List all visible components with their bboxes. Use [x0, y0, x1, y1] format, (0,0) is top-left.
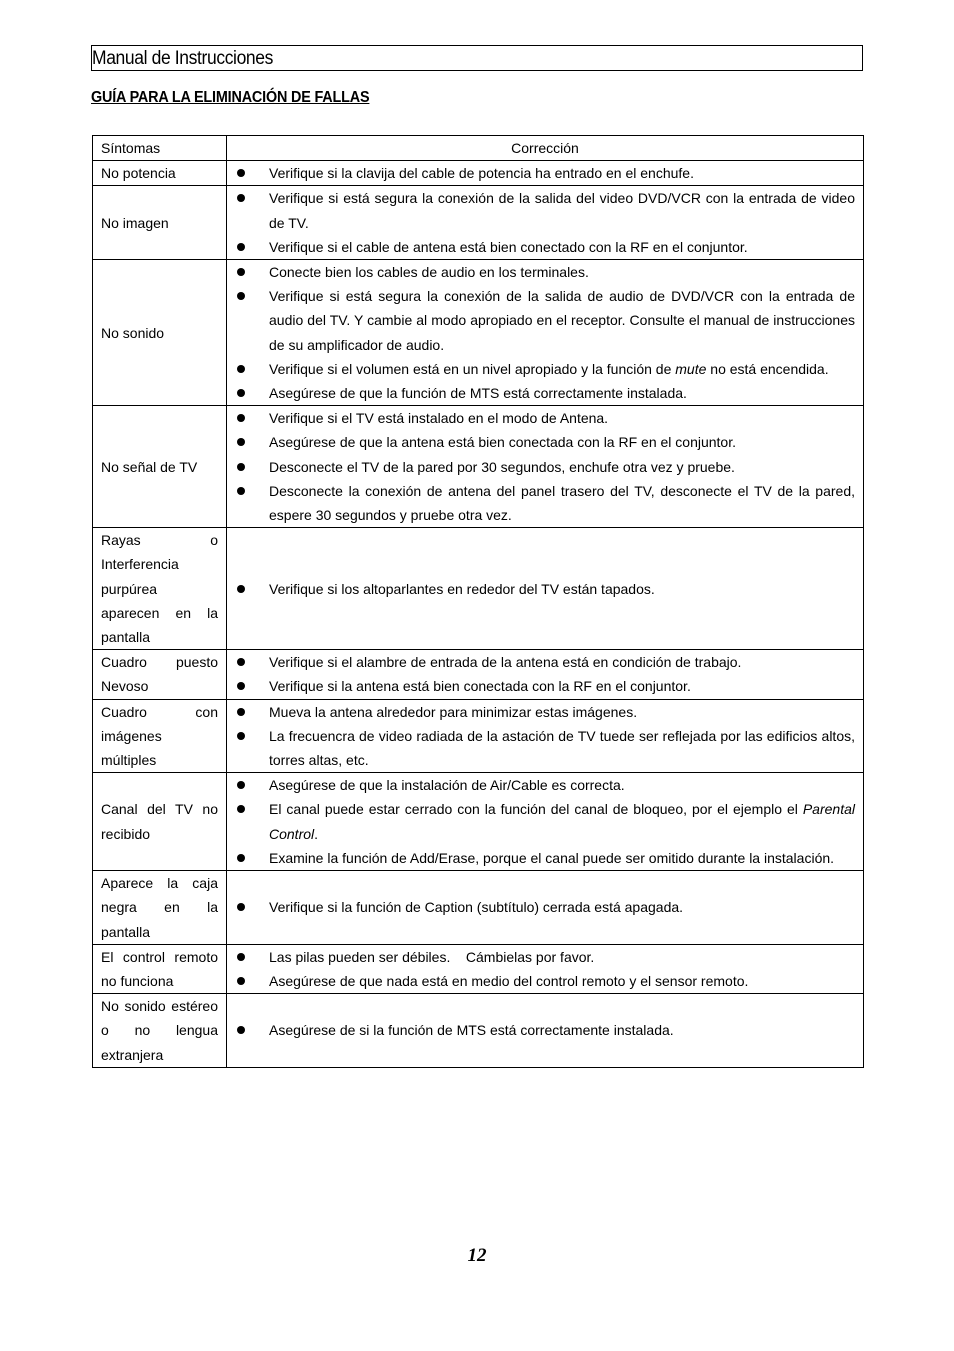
bullet-icon: [237, 708, 245, 716]
bullet-icon: [237, 194, 245, 202]
section-title: GUÍA PARA LA ELIMINACIÓN DE FALLAS: [91, 89, 370, 106]
table-row: [93, 699, 864, 773]
symptom-cell: No imagen: [93, 186, 227, 260]
symptom-cell: Aparece la caja negra en la pantalla: [93, 871, 227, 945]
symptom-cell: No sonido estéreo o no lengua extranjera: [93, 994, 227, 1068]
list-item: Verifique si los altoparlantes en rededor del TV están tapados.: [227, 577, 855, 601]
bullet-icon: [237, 438, 245, 446]
correction-cell: [227, 944, 864, 993]
symptom-cell: No sonido: [93, 260, 227, 406]
list-item: Conecte bien los cables de audio en los terminales.: [227, 260, 855, 284]
list-item: Verifique si la antena está bien conectada con la RF en el conjuntor.: [227, 674, 855, 698]
correction-cell: [227, 650, 864, 699]
list-item: Examine la función de Add/Erase, porque el canal puede ser omitido durante la instalación.: [227, 846, 855, 870]
list-item: Mueva la antena alrededor para minimizar estas imágenes.: [227, 700, 855, 724]
list-item: La frecuencra de video radiada de la astación de TV tuede ser reflejada por las edificios altos, torres altas, etc.: [227, 724, 855, 772]
table-row: [93, 773, 864, 871]
bullet-icon: [237, 903, 245, 911]
list-item: Verifique si el TV está instalado en el modo de Antena.: [227, 406, 855, 430]
list-item: El canal puede estar cerrado con la función del canal de bloqueo, por el ejemplo el Parental Control.: [227, 797, 855, 845]
bullet-icon: [237, 268, 245, 276]
document-title: Manual de Instrucciones: [92, 48, 274, 69]
table-row: [93, 406, 864, 528]
correction-cell: [227, 528, 864, 650]
correction-cell: [227, 871, 864, 945]
bullet-icon: [237, 1026, 245, 1034]
header-correction: Corrección: [227, 136, 864, 161]
list-item: Desconecte el TV de la pared por 30 segundos, enchufe otra vez y pruebe.: [227, 455, 855, 479]
bullet-icon: [237, 781, 245, 789]
list-item: Verifique si está segura la conexión de la salida de audio de DVD/VCR con la entrada de audio del TV. Y cambie al modo apropiado en el receptor. Consulte el manual de instrucciones de su amplificador de audio.: [227, 284, 855, 357]
list-item: Asegúrese de que la instalación de Air/Cable es correcta.: [227, 773, 855, 797]
list-item: Verifique si el volumen está en un nivel apropiado y la función de mute no está encendida.: [227, 357, 855, 381]
troubleshooting-table: [92, 135, 864, 1068]
bullet-icon: [237, 805, 245, 813]
list-item: Verifique si la clavija del cable de potencia ha entrado en el enchufe.: [227, 161, 855, 185]
symptom-cell: El control remoto no funciona: [93, 944, 227, 993]
table-row: [93, 871, 864, 945]
list-item: Las pilas pueden ser débiles. Cámbielas por favor.: [227, 945, 855, 969]
correction-cell: [227, 773, 864, 871]
page-number: 12: [467, 1245, 487, 1266]
correction-cell: [227, 994, 864, 1068]
table-row: [93, 994, 864, 1068]
table-row: [93, 528, 864, 650]
table-row: [93, 260, 864, 406]
bullet-icon: [237, 682, 245, 690]
table-row: [93, 186, 864, 260]
correction-cell: [227, 406, 864, 528]
table-row: [93, 161, 864, 186]
correction-cell: [227, 699, 864, 773]
bullet-icon: [237, 953, 245, 961]
list-item: Asegúrese de que la antena está bien conectada con la RF en el conjuntor.: [227, 430, 855, 454]
list-item: Desconecte la conexión de antena del panel trasero del TV, desconecte el TV de la pared, espere 30 segundos y pruebe otra vez.: [227, 479, 855, 527]
correction-cell: [227, 161, 864, 186]
list-item: Verifique si el cable de antena está bien conectado con la RF en el conjuntor.: [227, 235, 855, 259]
bullet-icon: [237, 292, 245, 300]
list-item: Asegúrese de si la función de MTS está correctamente instalada.: [227, 1018, 855, 1042]
header-symptoms: Síntomas: [93, 136, 227, 161]
bullet-icon: [237, 585, 245, 593]
table-row: [93, 944, 864, 993]
bullet-icon: [237, 169, 245, 177]
bullet-icon: [237, 414, 245, 422]
symptom-cell: Rayas o Interferencia purpúrea aparecen en la pantalla: [93, 528, 227, 650]
symptom-cell: Cuadro con imágenes múltiples: [93, 699, 227, 773]
bullet-icon: [237, 658, 245, 666]
bullet-icon: [237, 977, 245, 985]
correction-cell: [227, 260, 864, 406]
list-item: Asegúrese de que nada está en medio del control remoto y el sensor remoto.: [227, 969, 855, 993]
table-header-row: [93, 136, 864, 161]
bullet-icon: [237, 243, 245, 251]
symptom-cell: Canal del TV no recibido: [93, 773, 227, 871]
header-box: [91, 45, 863, 71]
bullet-icon: [237, 365, 245, 373]
correction-cell: [227, 186, 864, 260]
bullet-icon: [237, 487, 245, 495]
table-row: [93, 650, 864, 699]
bullet-icon: [237, 463, 245, 471]
bullet-icon: [237, 854, 245, 862]
list-item: Verifique si la función de Caption (subtítulo) cerrada está apagada.: [227, 895, 855, 919]
bullet-icon: [237, 732, 245, 740]
symptom-cell: No potencia: [93, 161, 227, 186]
list-item: Verifique si está segura la conexión de la salida del video DVD/VCR con la entrada de video de TV.: [227, 186, 855, 234]
list-item: Verifique si el alambre de entrada de la antena está en condición de trabajo.: [227, 650, 855, 674]
symptom-cell: Cuadro puesto Nevoso: [93, 650, 227, 699]
list-item: Asegúrese de que la función de MTS está correctamente instalada.: [227, 381, 855, 405]
symptom-cell: No señal de TV: [93, 406, 227, 528]
bullet-icon: [237, 389, 245, 397]
